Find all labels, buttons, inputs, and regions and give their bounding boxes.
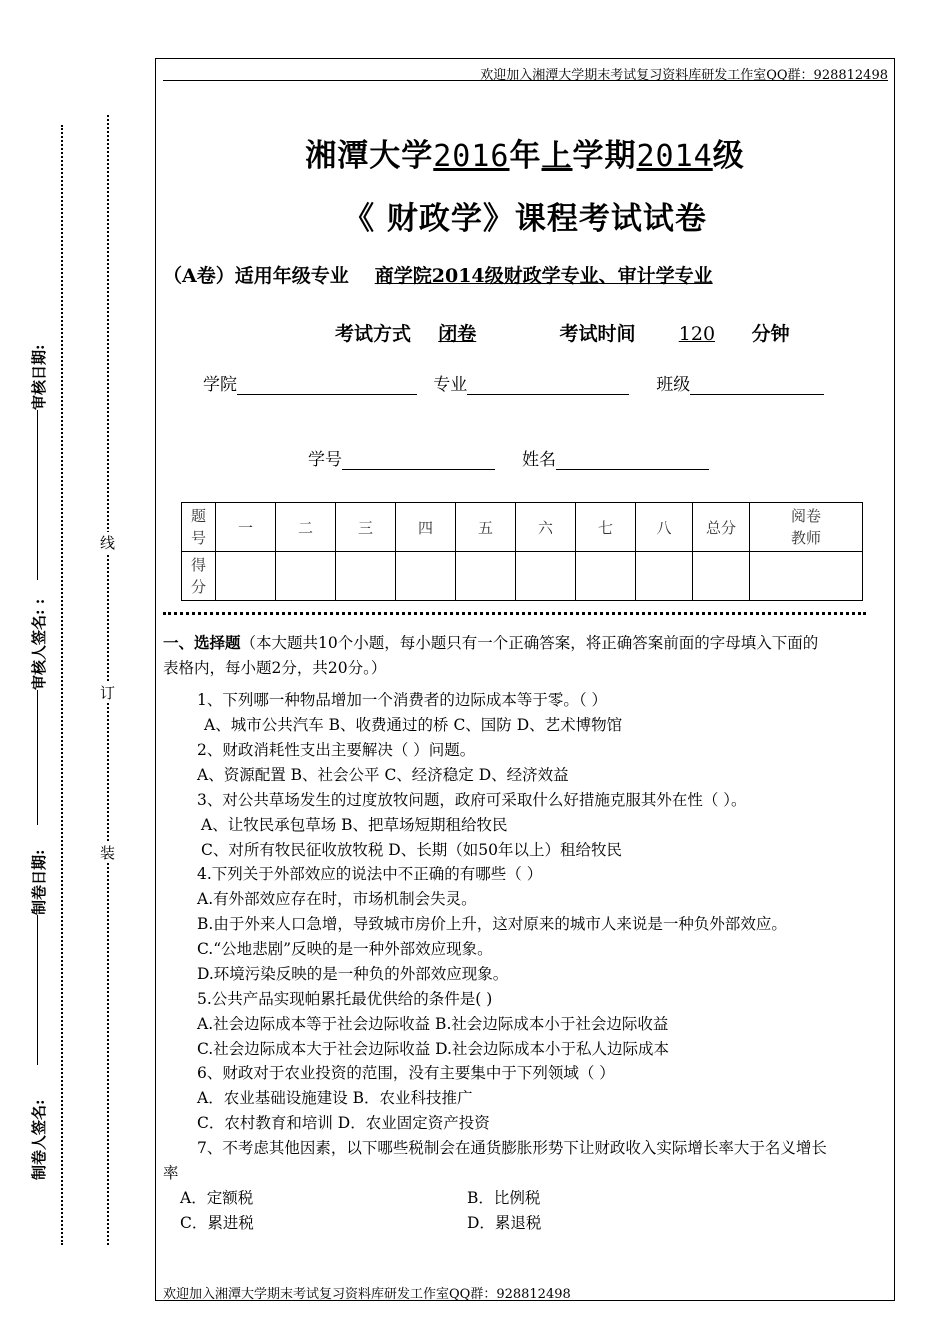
option-line: A、让牧民承包草场 B、把草场短期租给牧民 bbox=[201, 816, 508, 834]
major-field[interactable] bbox=[467, 376, 629, 395]
student-info-row2: 学号 姓名 bbox=[308, 445, 709, 470]
score-cell[interactable] bbox=[693, 552, 750, 601]
reviewer-date-line[interactable] bbox=[37, 410, 38, 580]
footer-note: 欢迎加入湘潭大学期末考试复习资料库研发工作室QQ群：928812498 bbox=[163, 1287, 571, 1302]
option-line: A．定额税 bbox=[180, 1189, 254, 1207]
dotted-separator bbox=[163, 612, 866, 615]
score-cell[interactable] bbox=[576, 552, 636, 601]
header-note: 欢迎加入湘潭大学期末考试复习资料库研发工作室QQ群：928812498 bbox=[480, 68, 888, 83]
option-line: C．累进税 bbox=[180, 1214, 254, 1232]
row-label-question: 题 号 bbox=[182, 503, 216, 552]
col-header: 二 bbox=[276, 503, 336, 552]
question-line: 7、不考虑其他因素，以下哪些税制会在通货膨胀形势下让财政收入实际增长率大于名义增长 bbox=[197, 1139, 827, 1157]
section-heading: 一、选择题（本大题共10个小题，每小题只有一个正确答案，将正确答案前面的字母填入下面的 bbox=[163, 633, 819, 652]
binding-line-char: 线 bbox=[100, 534, 116, 552]
option-line: A．农业基础设施建设 B．农业科技推广 bbox=[197, 1089, 473, 1107]
binding-dotted-line-outer bbox=[61, 125, 63, 1245]
student-no-field[interactable] bbox=[342, 451, 495, 470]
applicable-major: （A卷）适用年级专业 商学院2014级财政学专业、审计学专业 bbox=[163, 265, 713, 287]
col-header-grader: 阅卷 教师 bbox=[750, 503, 863, 552]
question-line: 4.下列关于外部效应的说法中不正确的有哪些（ ） bbox=[197, 865, 543, 883]
col-header: 六 bbox=[516, 503, 576, 552]
score-cell[interactable] bbox=[516, 552, 576, 601]
question-line: 3、对公共草场发生的过度放牧问题，政府可采取什么好措施克服其外在性（ ）。 bbox=[197, 791, 747, 809]
col-header: 总分 bbox=[693, 503, 750, 552]
name-field[interactable] bbox=[556, 451, 709, 470]
grader-cell[interactable] bbox=[750, 552, 863, 601]
row-label-score: 得 分 bbox=[182, 552, 216, 601]
col-header: 七 bbox=[576, 503, 636, 552]
binding-dotted-line-inner bbox=[107, 115, 109, 1245]
reviewer-sign-line[interactable] bbox=[37, 690, 38, 825]
score-table bbox=[181, 502, 863, 601]
section-description: 表格内，每小题2分，共20分。） bbox=[163, 659, 387, 677]
score-cell[interactable] bbox=[396, 552, 456, 601]
maker-date-line[interactable] bbox=[37, 915, 38, 1065]
score-cell[interactable] bbox=[636, 552, 693, 601]
question-line: 1、下列哪一种物品增加一个消费者的边际成本等于零。（ ） bbox=[197, 691, 608, 709]
option-line: A.社会边际成本等于社会边际收益 B.社会边际成本小于社会边际收益 bbox=[197, 1015, 669, 1033]
exam-title-line2: 《 财政学》课程考试试卷 bbox=[343, 201, 707, 237]
question-line-wrap: 率 bbox=[163, 1164, 179, 1182]
option-line: C、对所有牧民征收放牧税 D、长期（如50年以上）租给牧民 bbox=[201, 841, 622, 859]
option-line: D.环境污染反映的是一种负的外部效应现象。 bbox=[197, 965, 509, 983]
maker-date-label: 制卷日期: bbox=[30, 849, 48, 915]
header-rule bbox=[163, 80, 888, 81]
binding-zhuang-char: 装 bbox=[100, 844, 116, 862]
question-line: 6、财政对于农业投资的范围，没有主要集中于下列领域（ ） bbox=[197, 1064, 615, 1082]
option-line: C．农村教育和培训 D．农业固定资产投资 bbox=[197, 1114, 490, 1132]
exam-title-line1: 湘潭大学2016年上学期2014级 bbox=[305, 138, 745, 174]
option-line: D．累退税 bbox=[467, 1214, 542, 1232]
score-cell[interactable] bbox=[276, 552, 336, 601]
option-line: C.“公地悲剧”反映的是一种外部效应现象。 bbox=[197, 940, 493, 958]
option-line: A.有外部效应存在时，市场机制会失灵。 bbox=[197, 890, 477, 908]
col-header: 五 bbox=[456, 503, 516, 552]
college-field[interactable] bbox=[237, 376, 417, 395]
class-field[interactable] bbox=[690, 376, 824, 395]
col-header: 一 bbox=[216, 503, 276, 552]
score-cell[interactable] bbox=[456, 552, 516, 601]
maker-sign-label: 制卷人签名: bbox=[30, 1099, 48, 1180]
col-header: 八 bbox=[636, 503, 693, 552]
option-line: B．比例税 bbox=[467, 1189, 541, 1207]
score-cell[interactable] bbox=[336, 552, 396, 601]
col-header: 三 bbox=[336, 503, 396, 552]
option-line: B.由于外来人口急增，导致城市房价上升，这对原来的城市人来说是一种负外部效应。 bbox=[197, 915, 787, 933]
question-line: 5.公共产品实现帕累托最优供给的条件是( ) bbox=[197, 990, 493, 1008]
option-line: A、城市公共汽车 B、收费通过的桥 C、国防 D、艺术博物馆 bbox=[204, 716, 623, 734]
question-line: 2、财政消耗性支出主要解决（ ）问题。 bbox=[197, 741, 476, 759]
option-line: C.社会边际成本大于社会边际收益 D.社会边际成本小于私人边际成本 bbox=[197, 1040, 669, 1058]
reviewer-sign-label: 审核人签名: : bbox=[30, 598, 48, 690]
student-info-row1: 学院 专业 班级 bbox=[203, 370, 824, 395]
exam-info: 考试方式 闭卷 考试时间 120 分钟 bbox=[335, 323, 790, 345]
score-cell[interactable] bbox=[216, 552, 276, 601]
binding-ding-char: 订 bbox=[100, 684, 116, 702]
col-header: 四 bbox=[396, 503, 456, 552]
option-line: A、资源配置 B、社会公平 C、经济稳定 D、经济效益 bbox=[197, 766, 569, 784]
reviewer-date-label: 审核日期: bbox=[30, 344, 48, 410]
